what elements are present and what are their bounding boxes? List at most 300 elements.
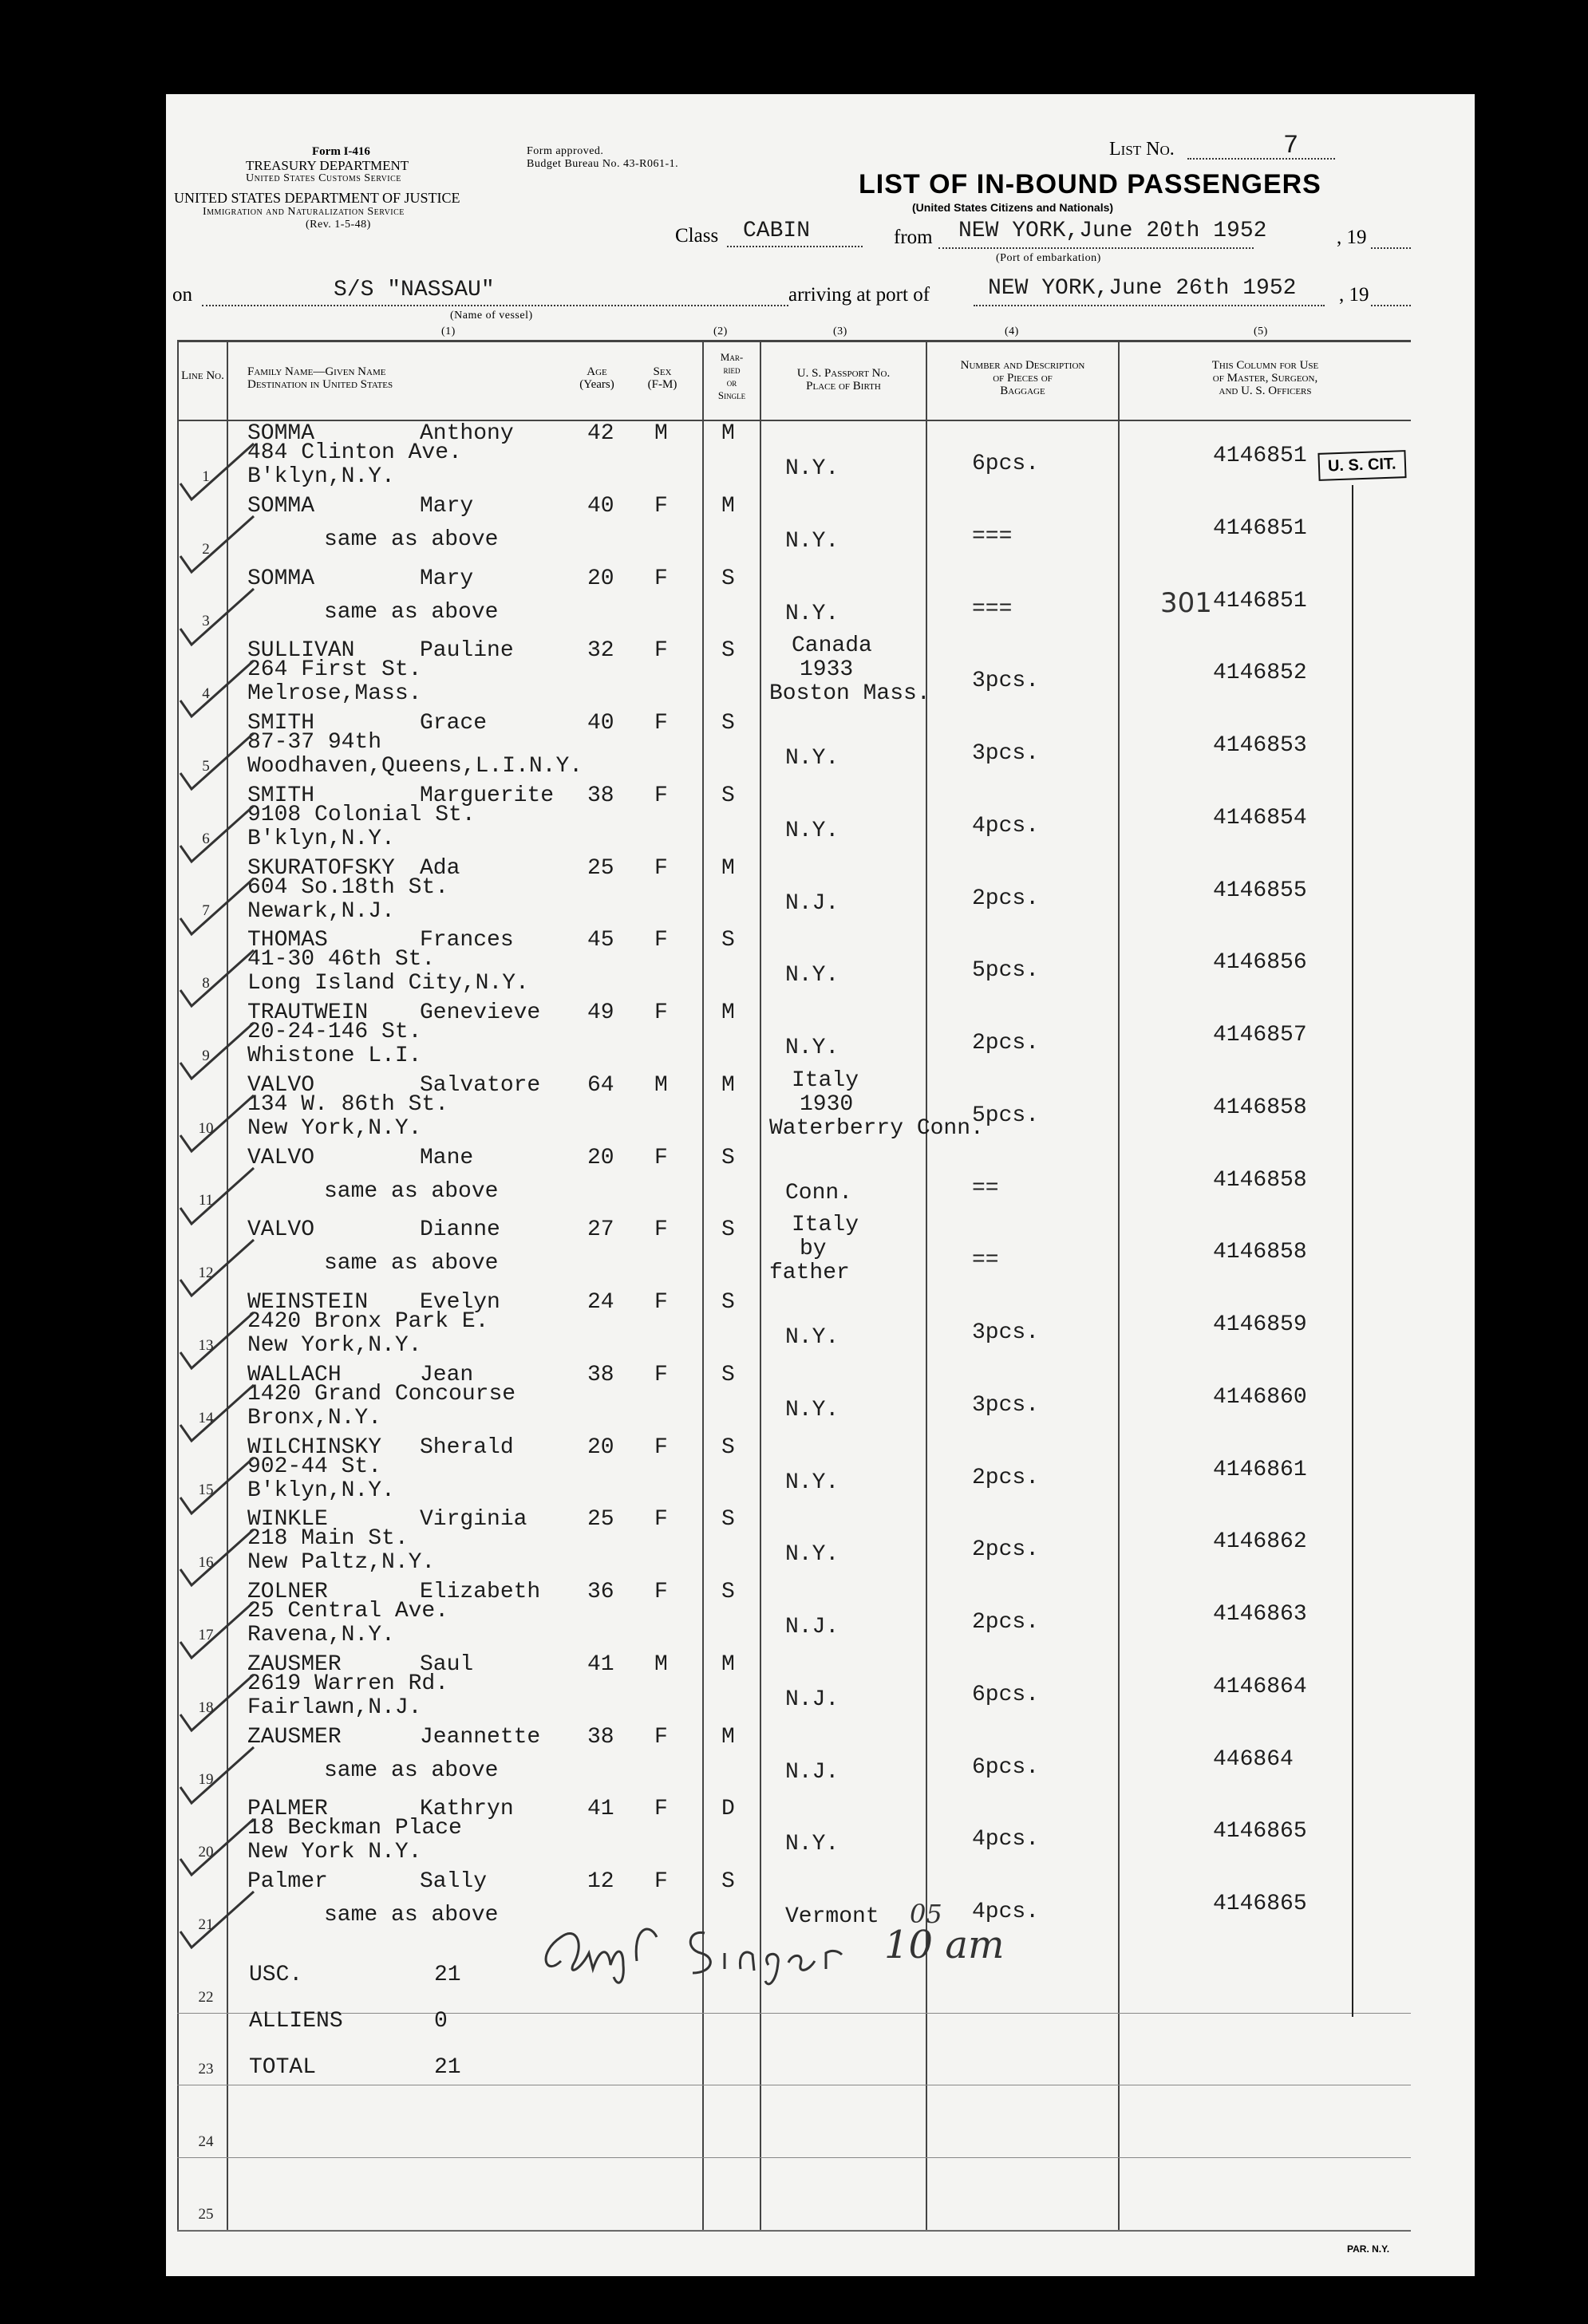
- header-line-no-text: Line No.: [181, 369, 224, 382]
- destination-line2: Whistone L.I.: [247, 1044, 422, 1068]
- destination-line2: Newark,N.J.: [247, 899, 395, 924]
- destination-line1: 902-44 St.: [247, 1454, 382, 1479]
- place-of-birth: N.Y.: [785, 1036, 839, 1060]
- sex: F: [654, 783, 668, 808]
- class-label: Class: [675, 225, 719, 247]
- destination-line1: 264 First St.: [247, 657, 422, 682]
- header-age: [569, 365, 625, 391]
- place-of-birth: N.Y.: [785, 1832, 839, 1856]
- destination-line1: 41-30 46th St.: [247, 947, 436, 972]
- binder-hole: [88, 2146, 128, 2196]
- family-name: TRAUTWEIN: [247, 1000, 369, 1025]
- place-of-birth: Vermont: [785, 1904, 879, 1929]
- line-number: 1: [202, 468, 210, 485]
- marital-status: S: [721, 638, 735, 663]
- family-name: PALMER: [247, 1797, 328, 1821]
- officer-number: 446864: [1213, 1747, 1294, 1772]
- destination: same as above: [324, 1179, 499, 1204]
- age: 24: [587, 1290, 614, 1315]
- family-name: SOMMA: [247, 494, 315, 519]
- passenger-row: [166, 565, 1411, 637]
- list-no-value: 7: [1283, 131, 1299, 160]
- header-baggage: [927, 359, 1118, 397]
- dept-line1: TREASURY DEPARTMENT: [246, 158, 409, 173]
- family-name: ZOLNER: [247, 1580, 328, 1604]
- passenger-row: [166, 854, 1411, 927]
- header-passport-line2: Place of Birth: [806, 380, 881, 393]
- header-baggage-line1: Number and Description: [960, 359, 1085, 372]
- place-of-birth: N.Y.: [785, 963, 839, 988]
- header-line-no: [179, 369, 227, 382]
- vessel-note: (Name of vessel): [450, 310, 533, 322]
- baggage: 2pcs.: [972, 1537, 1040, 1562]
- from-year-suffix: , 19: [1337, 227, 1367, 248]
- header-married-line4: Single: [717, 389, 746, 401]
- line-number: 24: [198, 2133, 214, 2150]
- from-label: from: [894, 227, 933, 248]
- printer-mark: PAR. N.Y.: [1347, 2243, 1390, 2255]
- baggage: 3pcs.: [972, 741, 1040, 766]
- age: 45: [587, 928, 614, 953]
- baggage: 4pcs.: [972, 814, 1040, 838]
- form-number: Form I-416: [312, 145, 370, 158]
- sex: F: [654, 928, 668, 953]
- header-officer-use: [1120, 359, 1411, 397]
- place-of-birth: N.Y.: [785, 1398, 839, 1422]
- age: 40: [587, 711, 614, 736]
- justice-line3: (Rev. 1-5-48): [306, 219, 371, 231]
- given-name: Jeannette: [420, 1725, 541, 1750]
- header-sex-line2: (F-M): [647, 378, 677, 391]
- baggage: 2pcs.: [972, 1610, 1040, 1635]
- passenger-row: [166, 492, 1411, 565]
- destination-line1: 604 So.18th St.: [247, 875, 449, 900]
- baggage: 2pcs.: [972, 886, 1040, 911]
- age: 41: [587, 1652, 614, 1677]
- family-name: SOMMA: [247, 421, 315, 446]
- header-name: [247, 365, 393, 391]
- line-number: 6: [202, 831, 210, 847]
- destination-line1: 9108 Colonial St.: [247, 803, 476, 827]
- age: 12: [587, 1869, 614, 1894]
- officer-number: 4146865: [1213, 1819, 1307, 1844]
- justice-line2: Immigration and Naturalization Service: [203, 206, 405, 218]
- pencil-count: 301: [1160, 587, 1212, 619]
- line-number: 20: [198, 1844, 214, 1860]
- header-married-line3: or: [726, 377, 737, 389]
- arriving-dots: [974, 305, 1325, 306]
- given-name: Salvatore: [420, 1073, 541, 1098]
- vessel-dots: [202, 305, 788, 306]
- family-name: SULLIVAN: [247, 638, 355, 663]
- place-of-birth: N.Y.: [785, 1325, 839, 1350]
- family-name: VALVO: [247, 1073, 315, 1098]
- officer-number: 4146859: [1213, 1312, 1307, 1337]
- line-number: 16: [198, 1554, 214, 1571]
- officer-number: 4146858: [1213, 1240, 1307, 1265]
- arrival-time: [884, 1923, 1004, 1967]
- given-name: Sally: [420, 1869, 488, 1894]
- passenger-row: [166, 782, 1411, 854]
- baggage: 3pcs.: [972, 1320, 1040, 1345]
- given-name: Evelyn: [420, 1290, 500, 1315]
- justice-line1: UNITED STATES DEPARTMENT OF JUSTICE: [174, 190, 460, 206]
- officer-number: 4146851: [1213, 589, 1307, 614]
- destination: same as above: [324, 1758, 499, 1783]
- destination-line1: 2420 Bronx Park E.: [247, 1309, 489, 1334]
- header-passport: [761, 367, 926, 393]
- given-name: Mane: [420, 1146, 474, 1170]
- marital-status: S: [721, 1217, 735, 1242]
- header-sex: [638, 365, 686, 391]
- total-value: 21: [434, 1963, 461, 1987]
- destination-line1: 218 Main St.: [247, 1526, 409, 1551]
- marital-status: S: [721, 1290, 735, 1315]
- marital-status: M: [721, 1073, 735, 1098]
- family-name: ZAUSMER: [247, 1652, 342, 1677]
- sex: M: [654, 421, 668, 446]
- destination-line2: Bronx,N.Y.: [247, 1406, 382, 1430]
- officer-bracket-line: [1352, 485, 1353, 2017]
- passenger-row: [166, 1434, 1411, 1506]
- passenger-row: [166, 1651, 1411, 1723]
- sex: F: [654, 1363, 668, 1387]
- header-married: [704, 351, 760, 402]
- family-name: WILCHINSKY: [247, 1435, 382, 1460]
- header-passport-line1: U. S. Passport No.: [796, 367, 891, 380]
- binder-hole: [88, 1520, 128, 1569]
- from-value: NEW YORK,June 20th 1952: [958, 219, 1267, 243]
- line-number: 25: [198, 2206, 214, 2223]
- officer-number: 4146854: [1213, 806, 1307, 831]
- given-name: Grace: [420, 711, 488, 736]
- marital-status: S: [721, 1869, 735, 1894]
- age: 20: [587, 566, 614, 591]
- destination-line1: 87-37 94th: [247, 730, 382, 755]
- family-name: ZAUSMER: [247, 1725, 342, 1750]
- marital-status: S: [721, 783, 735, 808]
- destination-line1: 25 Central Ave.: [247, 1599, 449, 1624]
- header-age-line1: Age: [587, 365, 607, 378]
- line-number: 15: [198, 1482, 214, 1498]
- sex: F: [654, 1217, 668, 1242]
- baggage: 3pcs.: [972, 669, 1040, 693]
- us-citizen-stamp: U. S. CIT.: [1317, 450, 1406, 481]
- baggage: 6pcs.: [972, 452, 1040, 476]
- passenger-row: [166, 1795, 1411, 1868]
- age: 20: [587, 1146, 614, 1170]
- officer-number: 4146853: [1213, 733, 1307, 758]
- line-number: 13: [198, 1337, 214, 1354]
- place-of-birth: Canada: [792, 633, 872, 658]
- age: 27: [587, 1217, 614, 1242]
- line-number: 8: [202, 975, 210, 992]
- binder-hole: [88, 1651, 128, 1701]
- arrival-time-text: 10 am: [884, 1923, 1005, 1967]
- destination-line2: B'klyn,N.Y.: [247, 827, 395, 851]
- line-number: 12: [198, 1265, 214, 1281]
- given-name: Jean: [420, 1363, 474, 1387]
- sex: F: [654, 638, 668, 663]
- baggage: 6pcs.: [972, 1683, 1040, 1707]
- marital-status: M: [721, 494, 735, 519]
- passenger-row: [166, 1213, 1411, 1288]
- total-value: 0: [434, 2009, 448, 2034]
- line-number: 11: [198, 1192, 214, 1209]
- header-sex-line1: Sex: [653, 365, 672, 378]
- sex: F: [654, 856, 668, 881]
- officer-number: 4146864: [1213, 1675, 1307, 1699]
- given-name: Virginia: [420, 1507, 527, 1532]
- marital-status: D: [721, 1797, 735, 1821]
- passenger-row: [166, 1361, 1411, 1434]
- family-name: WEINSTEIN: [247, 1290, 369, 1315]
- place-of-birth: N.Y.: [785, 529, 839, 554]
- family-name: Palmer: [247, 1869, 328, 1894]
- binder-hole: [88, 156, 128, 205]
- class-value: CABIN: [743, 219, 811, 243]
- destination-line2: B'klyn,N.Y.: [247, 1478, 395, 1503]
- baggage: ===: [972, 597, 1013, 621]
- place-of-birth: N.J.: [785, 891, 839, 916]
- passenger-row: [166, 926, 1411, 999]
- line-number: 23: [198, 2061, 214, 2077]
- given-name: Kathryn: [420, 1797, 514, 1821]
- officer-number: 4146857: [1213, 1023, 1307, 1048]
- marital-status: S: [721, 1363, 735, 1387]
- family-name: SMITH: [247, 783, 315, 808]
- header-officer-use-line1: This Column for Use: [1211, 359, 1319, 372]
- place-of-birth: N.J.: [785, 1760, 839, 1785]
- sex: F: [654, 494, 668, 519]
- officer-number: 4146858: [1213, 1168, 1307, 1193]
- marital-status: M: [721, 856, 735, 881]
- sex: F: [654, 1580, 668, 1604]
- birth-detail: 1933: [800, 657, 854, 682]
- birth-detail: Boston Mass.: [769, 681, 930, 706]
- ledger-rule: [177, 2013, 1411, 2014]
- birth-detail: 1930: [800, 1092, 854, 1117]
- family-name: SMITH: [247, 711, 315, 736]
- on-label: on: [172, 284, 192, 306]
- given-name: Frances: [420, 928, 514, 953]
- document-page: [166, 94, 1475, 2276]
- total-label: ALLIENS: [249, 2009, 343, 2034]
- destination-line1: 2619 Warren Rd.: [247, 1671, 449, 1696]
- header-name-line1: Family Name—Given Name: [247, 365, 386, 378]
- birth-detail: Waterberry Conn.: [769, 1116, 984, 1141]
- baggage: 2pcs.: [972, 1466, 1040, 1490]
- given-name: Anthony: [420, 421, 514, 446]
- officer-number: 4146863: [1213, 1602, 1307, 1627]
- line-number: 14: [198, 1410, 214, 1426]
- col-num-3: (3): [833, 326, 847, 337]
- baggage: 5pcs.: [972, 958, 1040, 983]
- marital-status: S: [721, 566, 735, 591]
- baggage: ==: [972, 1248, 999, 1272]
- baggage: 4pcs.: [972, 1827, 1040, 1852]
- dept-line2: United States Customs Service: [246, 172, 401, 184]
- ledger-rule: [177, 2157, 1411, 2158]
- destination-line1: 1420 Grand Concourse: [247, 1382, 516, 1407]
- header-officer-use-line2: of Master, Surgeon,: [1212, 372, 1318, 385]
- birth-detail: by: [800, 1237, 827, 1261]
- destination-line1: 484 Clinton Ave.: [247, 440, 462, 465]
- family-name: WINKLE: [247, 1507, 328, 1532]
- passenger-row: [166, 1144, 1411, 1217]
- sex: F: [654, 1725, 668, 1750]
- header-baggage-line3: Baggage: [1000, 385, 1045, 397]
- sex: F: [654, 1290, 668, 1315]
- family-name: WALLACH: [247, 1363, 342, 1387]
- given-name: Pauline: [420, 638, 514, 663]
- line-number: 18: [198, 1699, 214, 1716]
- list-no-dots: [1187, 158, 1335, 160]
- check-mark-icon: [174, 1892, 262, 1955]
- baggage: 4pcs.: [972, 1900, 1040, 1924]
- total-label: TOTAL: [249, 2055, 317, 2080]
- officer-number: 4146856: [1213, 950, 1307, 975]
- marital-status: S: [721, 1507, 735, 1532]
- destination-line1: 134 W. 86th St.: [247, 1092, 449, 1117]
- passenger-row: [166, 1578, 1411, 1651]
- destination: same as above: [324, 600, 499, 625]
- marital-status: S: [721, 711, 735, 736]
- officer-number: 4146851: [1213, 444, 1307, 468]
- officer-number: 4146855: [1213, 878, 1307, 903]
- line-number: 4: [202, 685, 210, 702]
- family-name: SOMMA: [247, 566, 315, 591]
- line-number: 10: [198, 1120, 214, 1137]
- arriving-label: arriving at port of: [788, 284, 930, 306]
- age: 64: [587, 1073, 614, 1098]
- destination-line2: New York,N.Y.: [247, 1333, 422, 1358]
- form-subtitle: (United States Citizens and Nationals): [912, 201, 1114, 214]
- binder-hole: [88, 666, 128, 716]
- destination: same as above: [324, 1251, 499, 1276]
- line-number: 9: [202, 1048, 210, 1064]
- baggage: 2pcs.: [972, 1031, 1040, 1055]
- sex: F: [654, 711, 668, 736]
- form-title: LIST OF IN-BOUND PASSENGERS: [859, 169, 1321, 199]
- sex: F: [654, 1146, 668, 1170]
- age: 42: [587, 421, 614, 446]
- age: 49: [587, 1000, 614, 1025]
- age: 38: [587, 783, 614, 808]
- place-of-birth: N.Y.: [785, 1542, 839, 1567]
- destination-line1: 18 Beckman Place: [247, 1816, 462, 1841]
- age: 41: [587, 1797, 614, 1821]
- sex: F: [654, 1435, 668, 1460]
- place-of-birth: Conn.: [785, 1181, 853, 1205]
- place-of-birth: N.J.: [785, 1687, 839, 1712]
- officer-number: 4146865: [1213, 1892, 1307, 1916]
- given-name: Genevieve: [420, 1000, 541, 1025]
- officer-number: 4146861: [1213, 1458, 1307, 1482]
- passenger-row: [166, 1505, 1411, 1578]
- given-name: Saul: [420, 1652, 474, 1677]
- col-num-2: (2): [713, 326, 728, 337]
- sex: F: [654, 1869, 668, 1894]
- passenger-row: [166, 420, 1411, 492]
- line-number: 2: [202, 541, 210, 558]
- destination: same as above: [324, 1903, 499, 1927]
- baggage: 6pcs.: [972, 1755, 1040, 1780]
- family-name: VALVO: [247, 1146, 315, 1170]
- approval-line2: Budget Bureau No. 43-R061-1.: [527, 158, 679, 170]
- line-number: 17: [198, 1627, 214, 1643]
- officer-number: 4146852: [1213, 661, 1307, 685]
- line-number: 3: [202, 613, 210, 629]
- sex: M: [654, 1652, 668, 1677]
- place-of-birth: N.Y.: [785, 456, 839, 481]
- officer-number: 4146858: [1213, 1095, 1307, 1120]
- age: 20: [587, 1435, 614, 1460]
- line-number: 19: [198, 1771, 214, 1788]
- given-name: Elizabeth: [420, 1580, 541, 1604]
- line-number: 7: [202, 902, 210, 919]
- passenger-row: [166, 633, 1411, 709]
- marital-status: S: [721, 1435, 735, 1460]
- place-of-birth: N.Y.: [785, 1470, 839, 1495]
- destination-line1: 20-24-146 St.: [247, 1020, 422, 1044]
- officer-number: 4146860: [1213, 1385, 1307, 1410]
- marital-status: M: [721, 1725, 735, 1750]
- destination-line2: New York,N.Y.: [247, 1116, 422, 1141]
- marital-status: M: [721, 1000, 735, 1025]
- from-year-dots: [1371, 247, 1411, 249]
- age: 38: [587, 1363, 614, 1387]
- destination-line2: New Paltz,N.Y.: [247, 1550, 436, 1575]
- marital-status: S: [721, 1580, 735, 1604]
- officer-number: 4146862: [1213, 1529, 1307, 1554]
- line-number: 21: [198, 1916, 214, 1933]
- sex: F: [654, 1000, 668, 1025]
- given-name: Mary: [420, 494, 474, 519]
- given-name: Mary: [420, 566, 474, 591]
- passenger-row: [166, 1723, 1411, 1796]
- approval-line1: Form approved.: [527, 145, 604, 157]
- age: 32: [587, 638, 614, 663]
- family-name: VALVO: [247, 1217, 315, 1242]
- age: 25: [587, 856, 614, 881]
- arrival-time-minutes: 05: [910, 1899, 942, 1929]
- passenger-row: [166, 1068, 1411, 1144]
- header-officer-use-line3: and U. S. Officers: [1219, 385, 1312, 397]
- family-name: THOMAS: [247, 928, 328, 953]
- line-number: 5: [202, 758, 210, 775]
- place-of-birth: N.Y.: [785, 819, 839, 843]
- place-of-birth: N.J.: [785, 1615, 839, 1639]
- destination-line2: Fairlawn,N.J.: [247, 1695, 422, 1720]
- total-label: USC.: [249, 1963, 303, 1987]
- sex: M: [654, 1073, 668, 1098]
- destination-line2: Melrose,Mass.: [247, 681, 422, 706]
- marital-status: S: [721, 928, 735, 953]
- arriving-year-suffix: , 19: [1339, 284, 1369, 306]
- passenger-row: [166, 709, 1411, 782]
- age: 38: [587, 1725, 614, 1750]
- total-value: 21: [434, 2055, 461, 2080]
- sex: F: [654, 1507, 668, 1532]
- header-married-line1: Mar-: [720, 351, 744, 363]
- age: 36: [587, 1580, 614, 1604]
- binder-hole: [88, 2022, 128, 2072]
- age: 40: [587, 494, 614, 519]
- baggage: 5pcs.: [972, 1103, 1040, 1128]
- destination-line2: New York N.Y.: [247, 1840, 422, 1864]
- baggage: ===: [972, 524, 1013, 549]
